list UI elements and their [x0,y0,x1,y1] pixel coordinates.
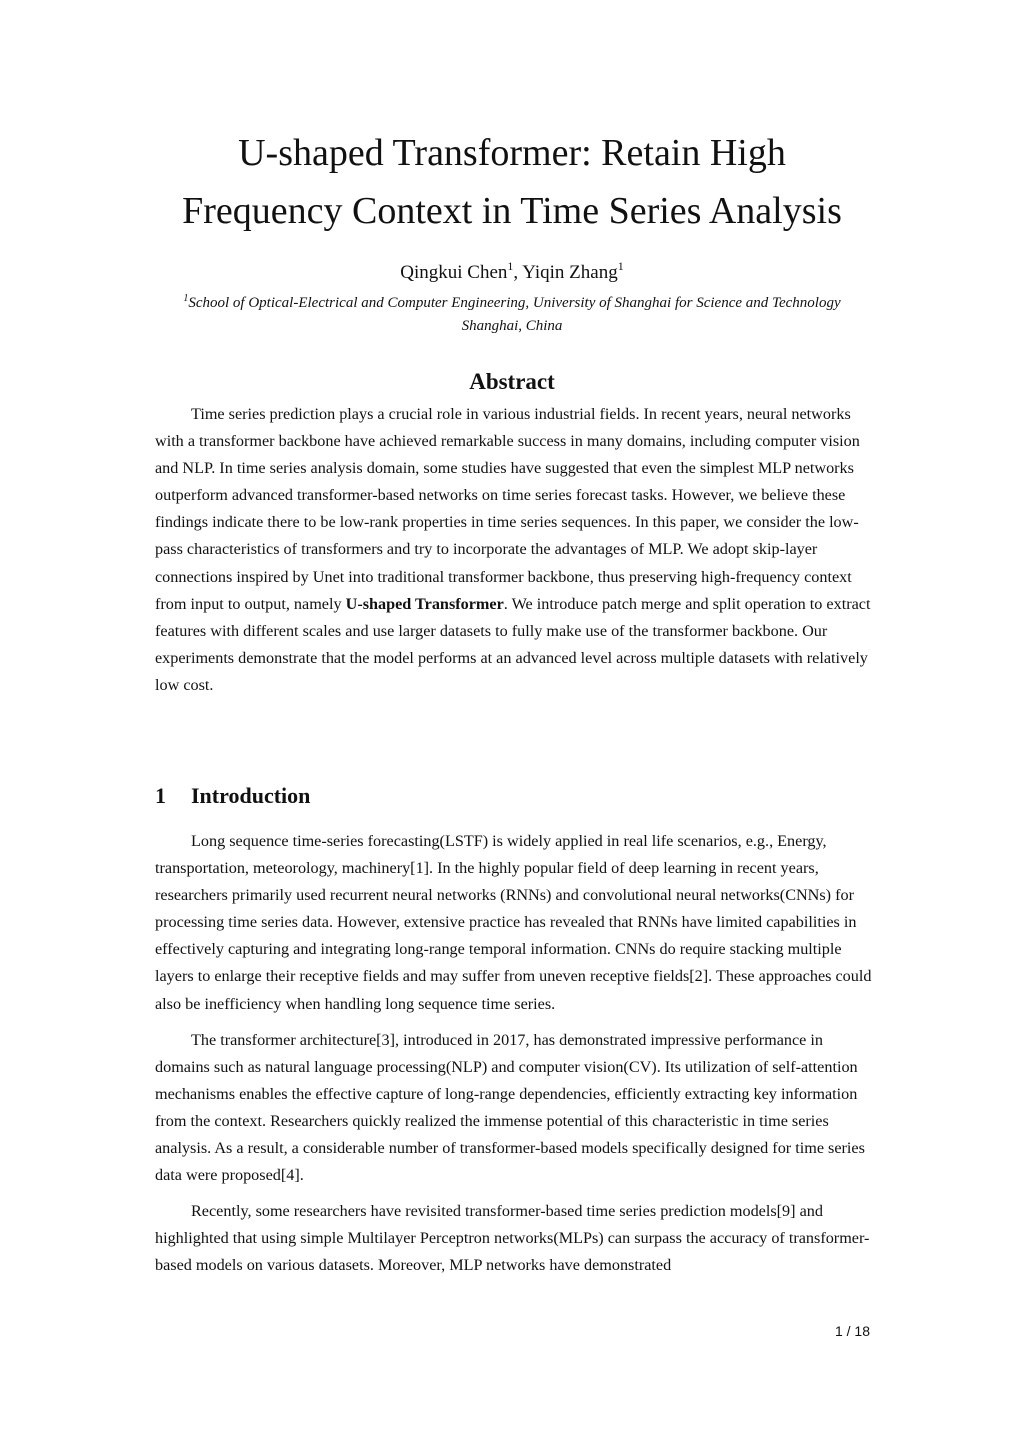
author-1: Qingkui Chen [400,262,508,283]
page-number: 1 / 18 [834,1323,870,1339]
affiliation-institution: School of Optical-Electrical and Computer Engineering, University of Shanghai for Science and Technology [188,295,841,311]
paper-title [100,124,924,240]
section-heading-introduction [155,781,310,811]
author-2: Yiqin Zhang [522,262,618,283]
author-2-affiliation-mark: 1 [617,259,624,273]
introduction-body [155,828,873,1280]
abstract-text-end: . We introduce patch merge and split operation to extract features with different scales and use larger datasets to fully make use of the transformer backbone. Our experiments demonstrate that the model performs at an advanced level across multiple datasets with relatively low cost. [155,594,871,694]
abstract-text-start: Time series prediction plays a crucial role in various industrial fields. In recent years, neural networks with a transformer backbone have achieved remarkable success in many domains, including computer vision and NLP. In time series analysis domain, some studies have suggested that even the simplest MLP networks outperform advanced transformer-based networks on time series forecast tasks. However, we believe these findings indicate there to be low-rank properties in time series sequences. In this paper, we consider the low-pass characteristics of transformers and try to incorporate the advantages of MLP. We adopt skip-layer connections inspired by Unet into traditional transformer backbone, thus preserving high-frequency context from input to output, namely [155,405,860,613]
author-separator: , [513,262,523,283]
introduction-paragraph-1: Long sequence time-series forecasting(LSTF) is widely applied in real life scenarios, e.g., Energy, transportation, meteorology, machinery[1]. In the highly popular field of deep learning in recent years, researchers primarily used recurrent neural networks (RNNs) and convolutional neural networks(CNNs) for processing time series data. However, extensive practice has revealed that RNNs have limited capabilities in effectively capturing and integrating long-range temporal information. CNNs do require stacking multiple layers to enlarge their receptive fields and may suffer from uneven receptive fields[2]. These approaches could also be inefficiency when handling long sequence time series. [155,832,872,1013]
affiliation-line-1 [100,292,924,315]
abstract-body [155,401,873,699]
section-number: 1 [155,783,166,808]
introduction-paragraph-3: Recently, some researchers have revisited transformer-based time series prediction models[9] and highlighted that using simple Multilayer Perceptron networks(MLPs) can surpass the accuracy of transformer-based models on various datasets. Moreover, MLP networks have demonstrated [155,1202,870,1275]
section-title: Introduction [191,783,311,808]
title-line-2: Frequency Context in Time Series Analysis [182,190,842,232]
title-line-1: U-shaped Transformer: Retain High [238,132,786,174]
abstract-paragraph [155,401,873,699]
abstract-heading: Abstract [469,369,555,394]
affiliation-mark: 1 [183,293,189,304]
model-name-bold: U-shaped Transformer [345,594,504,613]
author-list [100,260,924,286]
affiliation-line-2: Shanghai, China [461,318,563,334]
introduction-paragraph-2: The transformer architecture[3], introduced in 2017, has demonstrated impressive performance in domains such as natural language processing(NLP) and computer vision(CV). Its utilization of self-attention mechanisms enables the effective capture of long-range dependencies, efficiently extracting key information from the context. Researchers quickly realized the immense potential of this characteristic in time series analysis. As a result, a considerable number of transformer-based models specifically designed for time series data were proposed[4]. [155,1030,865,1185]
affiliation [100,292,924,338]
author-1-affiliation-mark: 1 [507,259,514,273]
